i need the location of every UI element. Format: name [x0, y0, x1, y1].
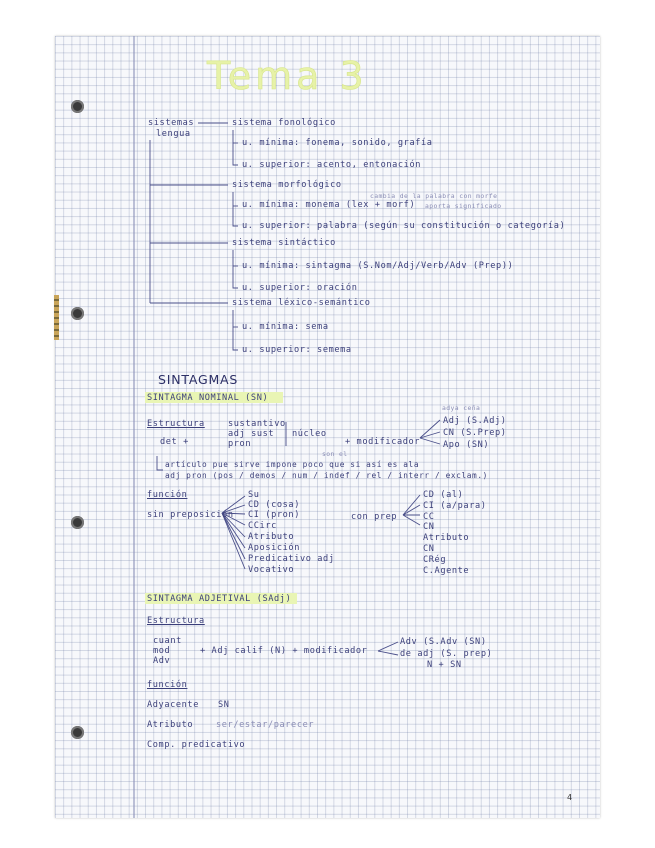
system-name: sistema léxico-semántico [232, 298, 371, 308]
funcion-label: función [147, 490, 188, 500]
section-heading: SINTAGMAS [158, 372, 239, 387]
con-prep-label: con prep [351, 512, 398, 522]
sadj-left-item: cuant [153, 636, 182, 646]
system-min-unit: u. mínima: sema [242, 322, 329, 332]
sadj-function-value: ser/estar/parecer [216, 720, 315, 730]
function-item: CC [423, 512, 435, 522]
estructura-label: Estructura [147, 419, 205, 429]
function-item: CI (pron) [248, 510, 300, 520]
nucleo-label: núcleo [292, 429, 327, 439]
sadj-nucleus: + Adj calif (N) + modificador [200, 646, 368, 656]
sadj-mod: de adj (S. prep) [400, 649, 493, 659]
page-number: 4 [567, 793, 573, 802]
system-name: sistema sintáctico [232, 238, 336, 248]
system-min-unit: u. mínima: monema (lex + morf) [242, 200, 416, 210]
system-min-unit: u. mínima: fonema, sonido, grafía [242, 138, 433, 148]
function-item: Vocativo [248, 565, 295, 575]
det-list: adj pron (pos / demos / num / indef / rel / interr / exclam.) [165, 471, 488, 480]
mod-option: Apo (SN) [443, 440, 490, 450]
nucleus-option: adj sust [228, 429, 275, 439]
function-item: CD (cosa) [248, 500, 300, 510]
det-note: son el [322, 450, 348, 458]
system-sup-unit: u. superior: oración [242, 283, 358, 293]
sadj-estructura-label: Estructura [147, 616, 205, 626]
function-item: CCirc [248, 521, 277, 531]
det-list: artículo pue sirve impone poco que si así es ala [165, 460, 420, 469]
function-item: Su [248, 490, 260, 500]
sadj-mod: Adv (S.Adv (SN) [400, 637, 487, 647]
function-item: CN [423, 544, 435, 554]
system-name: sistema fonológico [232, 118, 336, 128]
mod-note: adya ceña [442, 404, 481, 412]
sn-heading: SINTAGMA NOMINAL (SN) [147, 393, 269, 403]
system-name: sistema morfológico [232, 180, 342, 190]
function-item: CI (a/para) [423, 501, 487, 511]
function-item: CD (al) [423, 490, 464, 500]
nucleus-option: sustantivo [228, 419, 286, 429]
sadj-left-item: Adv [153, 656, 171, 666]
det-label: det + [160, 437, 189, 447]
sadj-function-label: Comp. predicativo [147, 740, 246, 750]
sadj-function-label: Adyacente [147, 700, 199, 710]
system-min-unit: u. mínima: sintagma (S.Nom/Adj/Verb/Adv (Prep)) [242, 261, 514, 271]
sadj-left-item: mod [153, 646, 171, 656]
function-item: Atributo [423, 533, 470, 543]
function-item: Aposición [248, 543, 300, 553]
sadj-function-value: SN [218, 700, 230, 710]
function-item: C.Agente [423, 566, 470, 576]
sadj-funcion-label: función [147, 680, 188, 690]
system-sup-unit: u. superior: palabra (según su constitución o categoría) [242, 221, 566, 231]
sadj-function-label: Atributo [147, 720, 194, 730]
schema-root-line2: lengua [156, 129, 191, 139]
system-sup-unit: u. superior: acento, entonación [242, 160, 421, 170]
modifier-label: + modificador [345, 437, 421, 447]
mod-option: CN (S.Prep) [443, 428, 507, 438]
function-item: CRég [423, 555, 447, 565]
system-sup-unit: u. superior: semema [242, 345, 352, 355]
function-item: Atributo [248, 532, 295, 542]
system-min-note: cambia de la palabra con morfe [370, 192, 498, 200]
schema-root-line1: sistemas [148, 118, 195, 128]
function-item: CN [423, 522, 435, 532]
sadj-mod: N + SN [427, 660, 462, 670]
nucleus-option: pron [228, 439, 252, 449]
system-min-note2: aporta significado [425, 202, 502, 210]
mod-option: Adj (S.Adj) [443, 416, 507, 426]
sin-prep-label: sin preposición [147, 510, 234, 520]
sadj-heading: SINTAGMA ADJETIVAL (SAdj) [147, 594, 292, 604]
function-item: Predicativo adj [248, 554, 335, 564]
page-title: Tema 3 [207, 54, 368, 98]
